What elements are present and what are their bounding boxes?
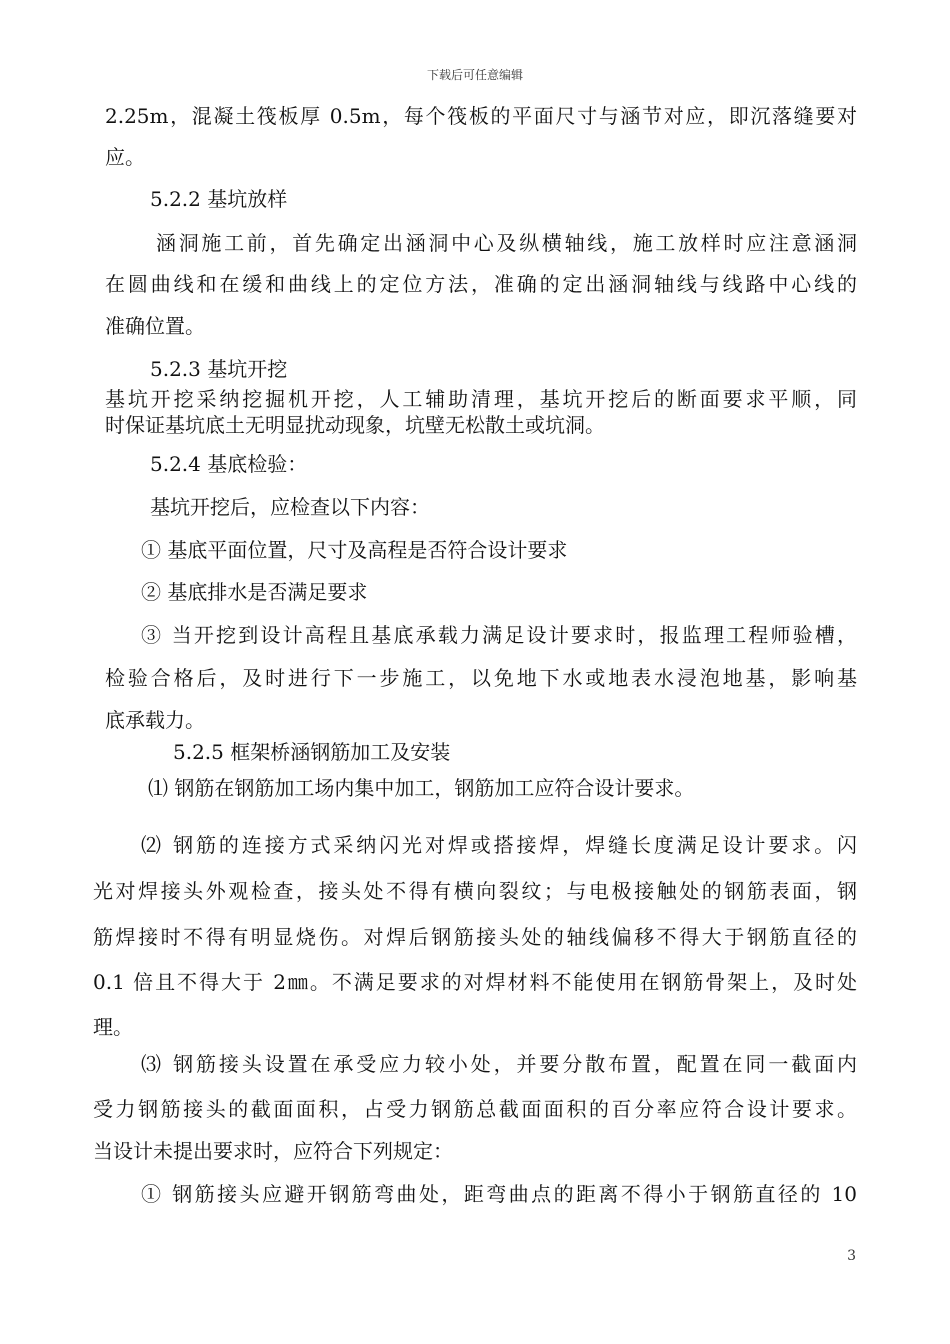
body-line: 准确位置。 bbox=[105, 314, 205, 338]
section-heading: 5.2.5 框架桥涵钢筋加工及安装 bbox=[173, 740, 451, 764]
body-line: 底承载力。 bbox=[105, 708, 205, 732]
list-item: ⑵ 钢筋的连接方式采纳闪光对焊或搭接焊，焊缝长度满足设计要求。闪 bbox=[141, 833, 857, 857]
section-heading: 5.2.4 基底检验： bbox=[150, 452, 308, 476]
list-item: ⑶ 钢筋接头设置在承受应力较小处，并要分散布置，配置在同一截面内 bbox=[141, 1052, 857, 1076]
page-number: 3 bbox=[847, 1248, 856, 1264]
body-line: 筋焊接时不得有明显烧伤。对焊后钢筋接头处的轴线偏移不得大于钢筋直径的 bbox=[93, 925, 857, 949]
body-line: 基坑开挖采纳挖掘机开挖，人工辅助清理，基坑开挖后的断面要求平顺，同 bbox=[105, 387, 857, 411]
body-line: 检验合格后，及时进行下一步施工，以免地下水或地表水浸泡地基，影响基 bbox=[105, 666, 857, 690]
body-line: 受力钢筋接头的截面面积，占受力钢筋总截面面积的百分率应符合设计要求。 bbox=[93, 1097, 857, 1121]
list-item: ③ 当开挖到设计高程且基底承载力满足设计要求时，报监理工程师验槽， bbox=[141, 623, 857, 647]
list-item: ① 基底平面位置，尺寸及高程是否符合设计要求 bbox=[141, 538, 568, 562]
section-heading: 5.2.2 基坑放样 bbox=[150, 187, 288, 211]
page-header: 下载后可任意编辑 bbox=[426, 68, 523, 82]
section-heading: 5.2.3 基坑开挖 bbox=[150, 357, 288, 381]
body-line: 当设计未提出要求时，应符合下列规定： bbox=[93, 1139, 453, 1163]
body-line: 光对焊接头外观检查，接头处不得有横向裂纹；与电极接触处的钢筋表面，钢 bbox=[93, 879, 857, 903]
body-line: 理。 bbox=[93, 1015, 133, 1039]
list-item: ② 基底排水是否满足要求 bbox=[141, 580, 368, 604]
body-line: 基坑开挖后，应检查以下内容： bbox=[150, 495, 430, 519]
body-line: 0.1 倍且不得大于 2㎜。不满足要求的对焊材料不能使用在钢筋骨架上，及时处 bbox=[93, 970, 857, 994]
body-line: 涵洞施工前，首先确定出涵洞中心及纵横轴线，施工放样时应注意涵洞 bbox=[156, 231, 857, 255]
body-line: 时保证基坑底土无明显扰动现象，坑壁无松散土或坑洞。 bbox=[105, 413, 605, 437]
body-line: 在圆曲线和在缓和曲线上的定位方法，准确的定出涵洞轴线与线路中心线的 bbox=[105, 272, 857, 296]
body-line: 应。 bbox=[105, 145, 145, 169]
body-line: 2.25m，混凝土筏板厚 0.5m，每个筏板的平面尺寸与涵节对应，即沉落缝要对 bbox=[105, 104, 857, 128]
list-item: ① 钢筋接头应避开钢筋弯曲处，距弯曲点的距离不得小于钢筋直径的 10 bbox=[141, 1182, 857, 1206]
list-item: ⑴ 钢筋在钢筋加工场内集中加工，钢筋加工应符合设计要求。 bbox=[148, 776, 695, 800]
